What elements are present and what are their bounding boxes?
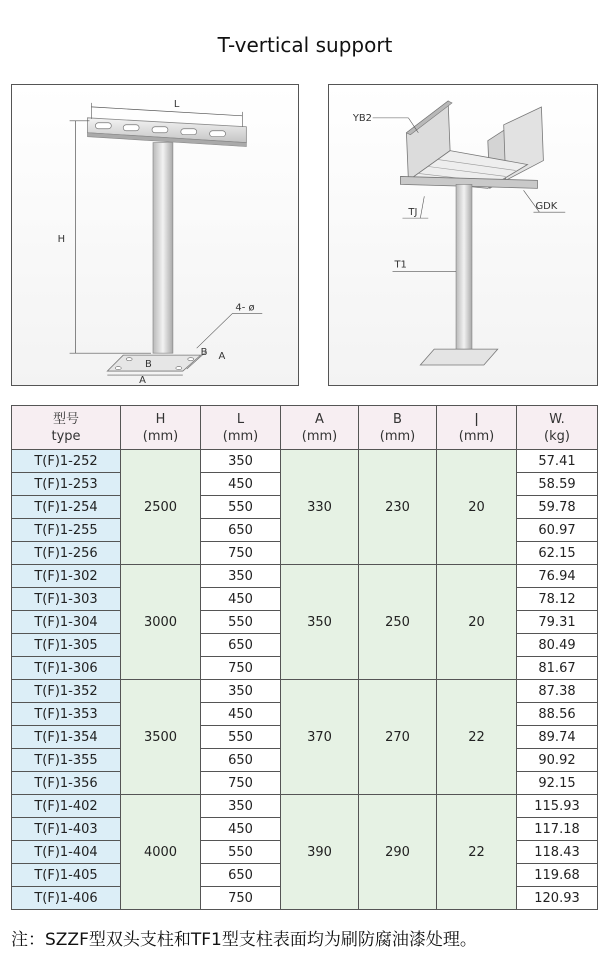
type-cell: T(F)1-252 — [12, 450, 121, 473]
table-row — [12, 680, 598, 703]
assembly-svg — [329, 85, 597, 385]
col-thickness-header: ǀ (mm) — [437, 406, 517, 450]
pole-shape — [153, 143, 173, 354]
col-W-header: W. (kg) — [517, 406, 598, 450]
length-cell: 550 — [201, 841, 281, 864]
weight-cell: 79.31 — [517, 611, 598, 634]
length-cell: 650 — [201, 749, 281, 772]
type-cell: T(F)1-354 — [12, 726, 121, 749]
weight-cell: 76.94 — [517, 565, 598, 588]
length-cell: 650 — [201, 864, 281, 887]
weight-cell: 89.74 — [517, 726, 598, 749]
weight-cell: 57.41 — [517, 450, 598, 473]
table-row — [12, 450, 598, 473]
length-cell: 350 — [201, 565, 281, 588]
pole-shape-assembly — [456, 184, 472, 351]
type-cell: T(F)1-306 — [12, 657, 121, 680]
callout-GDK: GDK — [535, 201, 558, 213]
weight-cell: 119.68 — [517, 864, 598, 887]
weight-cell: 59.78 — [517, 496, 598, 519]
type-cell: T(F)1-254 — [12, 496, 121, 519]
hole-callout-label: 4- ø — [235, 302, 255, 314]
type-cell: T(F)1-352 — [12, 680, 121, 703]
callout-TJ: TJ — [408, 207, 418, 219]
type-cell: T(F)1-304 — [12, 611, 121, 634]
length-cell: 750 — [201, 657, 281, 680]
length-cell: 750 — [201, 542, 281, 565]
length-cell: 450 — [201, 818, 281, 841]
weight-cell: 60.97 — [517, 519, 598, 542]
length-cell: 350 — [201, 450, 281, 473]
base-plate-assembly — [420, 349, 497, 365]
weight-cell: 118.43 — [517, 841, 598, 864]
dim-A-cell: 390 — [281, 795, 359, 910]
type-cell: T(F)1-302 — [12, 565, 121, 588]
type-cell: T(F)1-406 — [12, 887, 121, 910]
dim-L-label: L — [173, 98, 180, 110]
dim-A-label-bottom: A — [139, 374, 146, 385]
length-cell: 750 — [201, 772, 281, 795]
col-type-header: 型号 type — [12, 406, 121, 450]
height-cell: 4000 — [121, 795, 201, 910]
thickness-cell: 22 — [437, 680, 517, 795]
footnote: 注：SZZF型双头支柱和TF1型支柱表面均为刷防腐油漆处理。 — [11, 930, 477, 950]
type-cell: T(F)1-253 — [12, 473, 121, 496]
dim-A-cell: 330 — [281, 450, 359, 565]
dim-A-cell: 350 — [281, 565, 359, 680]
spec-table — [11, 405, 598, 910]
type-cell: T(F)1-256 — [12, 542, 121, 565]
length-cell: 550 — [201, 496, 281, 519]
dim-B-label-bottom: B — [145, 359, 152, 371]
t-support-svg — [12, 85, 298, 385]
dim-B-label-side: B — [200, 347, 208, 359]
weight-cell: 92.15 — [517, 772, 598, 795]
assembly-drawing — [328, 84, 598, 386]
dim-B-cell: 270 — [359, 680, 437, 795]
length-cell: 550 — [201, 726, 281, 749]
weight-cell: 117.18 — [517, 818, 598, 841]
thickness-cell: 22 — [437, 795, 517, 910]
table-header-row — [12, 406, 598, 450]
type-cell: T(F)1-305 — [12, 634, 121, 657]
type-cell: T(F)1-402 — [12, 795, 121, 818]
type-cell: T(F)1-355 — [12, 749, 121, 772]
weight-cell: 81.67 — [517, 657, 598, 680]
length-cell: 450 — [201, 473, 281, 496]
thickness-cell: 20 — [437, 565, 517, 680]
weight-cell: 62.15 — [517, 542, 598, 565]
type-cell: T(F)1-303 — [12, 588, 121, 611]
height-cell: 3000 — [121, 565, 201, 680]
weight-cell: 88.56 — [517, 703, 598, 726]
length-cell: 350 — [201, 680, 281, 703]
dim-B-cell: 230 — [359, 450, 437, 565]
type-cell: T(F)1-404 — [12, 841, 121, 864]
type-cell: T(F)1-356 — [12, 772, 121, 795]
dim-B-cell: 290 — [359, 795, 437, 910]
callout-T1: T1 — [394, 259, 407, 271]
weight-cell: 90.92 — [517, 749, 598, 772]
length-cell: 450 — [201, 588, 281, 611]
length-cell: 450 — [201, 703, 281, 726]
type-cell: T(F)1-405 — [12, 864, 121, 887]
weight-cell: 80.49 — [517, 634, 598, 657]
col-H-header: H (mm) — [121, 406, 201, 450]
weight-cell: 120.93 — [517, 887, 598, 910]
page-title: T-vertical support — [217, 33, 393, 57]
type-cell: T(F)1-353 — [12, 703, 121, 726]
length-cell: 550 — [201, 611, 281, 634]
col-A-header: A (mm) — [281, 406, 359, 450]
thickness-cell: 20 — [437, 450, 517, 565]
weight-cell: 78.12 — [517, 588, 598, 611]
dim-H-label: H — [57, 233, 66, 245]
dim-A-cell: 370 — [281, 680, 359, 795]
type-cell: T(F)1-255 — [12, 519, 121, 542]
dim-B-cell: 250 — [359, 565, 437, 680]
callout-YB2: YB2 — [352, 112, 372, 124]
length-cell: 650 — [201, 519, 281, 542]
height-cell: 3500 — [121, 680, 201, 795]
dim-A-label-side: A — [218, 351, 226, 363]
type-cell: T(F)1-403 — [12, 818, 121, 841]
table-row — [12, 795, 598, 818]
length-cell: 650 — [201, 634, 281, 657]
t-support-drawing — [11, 84, 299, 386]
weight-cell: 58.59 — [517, 473, 598, 496]
length-cell: 750 — [201, 887, 281, 910]
length-cell: 350 — [201, 795, 281, 818]
height-cell: 2500 — [121, 450, 201, 565]
col-B-header: B (mm) — [359, 406, 437, 450]
weight-cell: 115.93 — [517, 795, 598, 818]
col-L-header: L (mm) — [201, 406, 281, 450]
weight-cell: 87.38 — [517, 680, 598, 703]
table-row — [12, 565, 598, 588]
